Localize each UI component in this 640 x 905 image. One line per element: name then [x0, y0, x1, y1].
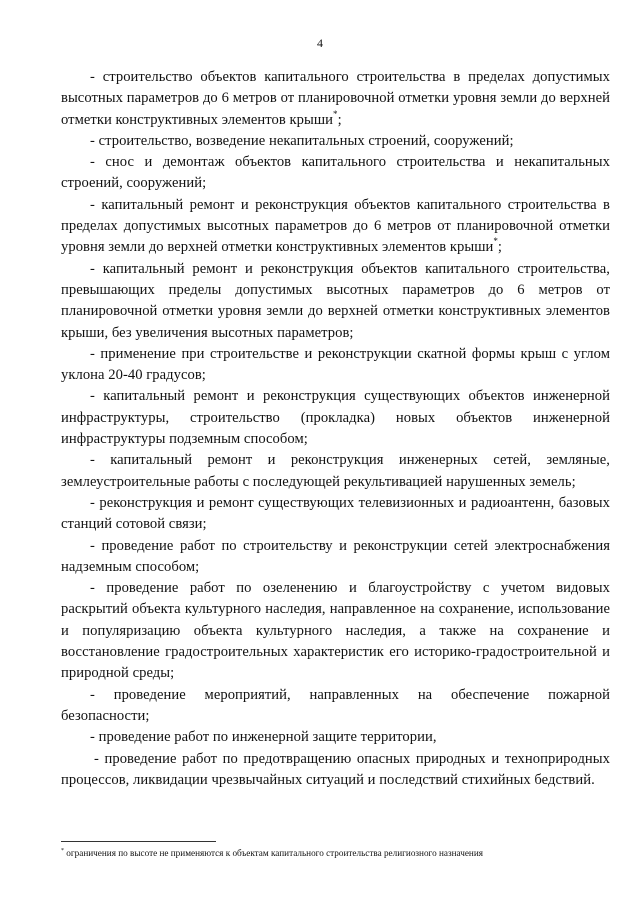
list-item: - капитальный ремонт и реконструкция объектов капитального строительства в пределах допустимых высотных параметров до 6 метров от планировочной отметки уровня земли до верхней отметки конструктивных элементов крыши*; — [61, 196, 610, 256]
list-item: - снос и демонтаж объектов капитального строительства и некапитальных строений, сооружений; — [61, 154, 610, 192]
footnote-divider — [61, 841, 216, 842]
page-number: 4 — [317, 36, 323, 50]
footnote-text: ограничения по высоте не применяются к объектам капитального строительства религиозного назначения — [66, 848, 483, 858]
list-item: - капитальный ремонт и реконструкция инженерных сетей, земляные, землеустроительные работы с последующей рекультивацией нарушенных земель; — [61, 452, 610, 490]
list-item: - проведение работ по строительству и реконструкции сетей электроснабжения надземным способом; — [61, 537, 610, 575]
list-item: - применение при строительстве и реконструкции скатной формы крыш с углом уклона 20-40 градусов; — [61, 345, 610, 384]
footnote — [61, 847, 621, 859]
footnote-ref[interactable]: * — [493, 236, 498, 247]
list-item: - проведение работ по озеленению и благоустройству с учетом видовых раскрытий объекта культурного наследия, направленное на сохранение, использование и популяризацию объекта культурного наследия, а также на сохранение и восстановление градостроительных характеристик его историко-градостроительной и природной среды; — [61, 580, 610, 682]
list-item: - строительство объектов капитального строительства в пределах допустимых высотных параметров до 6 метров от планировочной отметки уровня земли до верхней отметки конструктивных элементов крыши*; — [61, 69, 610, 128]
list-item: - капитальный ремонт и реконструкция существующих объектов инженерной инфраструктуры, строительство (прокладка) новых объектов инженерной инфраструктуры подземным способом; — [61, 388, 610, 448]
footnote-ref[interactable]: * — [333, 108, 338, 119]
list-item: - капитальный ремонт и реконструкция объектов капитального строительства, превышающих пределы допустимых высотных параметров до 6 метров от планировочной отметки уровня земли до верхней отметки конструктивных элементов крыши, без увеличения высотных параметров; — [61, 260, 610, 341]
list-item: - реконструкция и ремонт существующих телевизионных и радиоантенн, базовых станций сотовой связи; — [61, 494, 610, 533]
list-item: - проведение работ по предотвращению опасных природных и техноприродных процессов, ликвидации чрезвычайных ситуаций и последствий стихийных бедствий. — [61, 750, 610, 788]
list-item: - строительство, возведение некапитальных строений, сооружений; — [90, 132, 514, 149]
list-item: - проведение работ по инженерной защите территории, — [90, 729, 437, 746]
footnote-mark: * — [61, 848, 64, 854]
document-body — [61, 67, 610, 791]
list-item: - проведение мероприятий, направленных на обеспечение пожарной безопасности; — [61, 686, 610, 724]
